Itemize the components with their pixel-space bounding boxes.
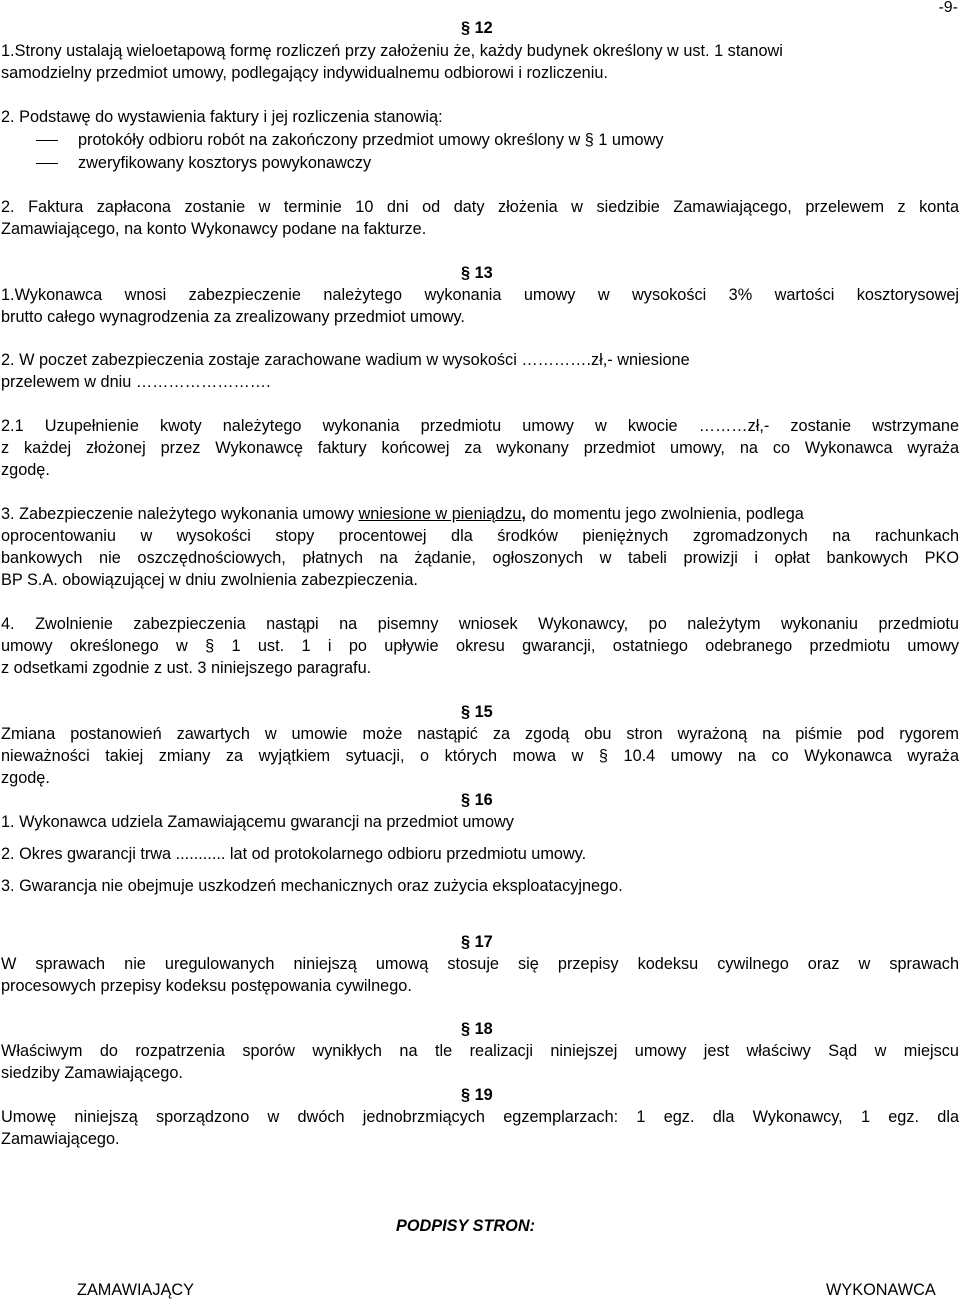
- signature-zamawiajacy: ZAMAWIAJĄCY: [77, 1281, 194, 1299]
- s13-p3-line1-end: do momentu jego zwolnienia, podlega: [525, 505, 804, 523]
- s19-line1: Umowę niniejszą sporządzono w dwóch jednobrzmiących egzemplarzach: 1 egz. dla Wykonawcy, 1 egz. dla: [1, 1108, 959, 1126]
- section-13-heading: § 13: [461, 264, 493, 282]
- section-18-heading: § 18: [461, 1020, 493, 1038]
- s13-p21-line2: z każdej złożonej przez Wykonawcę faktury końcowej za wykonany przedmiot umowy, na co Wykonawca wyraża: [1, 439, 959, 457]
- s16-line1: 1. Wykonawca udziela Zamawiającemu gwarancji na przedmiot umowy: [1, 813, 514, 831]
- s13-p3-comma: ,: [521, 505, 526, 523]
- signatures-title: PODPISY STRON:: [396, 1217, 536, 1235]
- s13-p3-line1: [1, 504, 804, 526]
- s13-p3-underlined: wniesione w pieniądzu: [358, 505, 522, 523]
- section-16-heading: § 16: [461, 791, 493, 809]
- s13-p21-line3: zgodę.: [1, 461, 50, 479]
- s19-line2: Zamawiającego.: [1, 1130, 120, 1148]
- page-number: -9-: [938, 0, 958, 16]
- section-12-heading: § 12: [461, 19, 493, 37]
- s13-p1-line2: brutto całego wynagrodzenia za zrealizowany przedmiot umowy.: [1, 308, 465, 326]
- s18-line1: Właściwym do rozpatrzenia sporów wynikłych na tle realizacji niniejszej umowy jest właściwy Sąd w miejscu: [1, 1042, 959, 1060]
- bullet-dash-2: [36, 163, 58, 164]
- s12-p1-line1: 1.Strony ustalają wieloetapową formę rozliczeń przy założeniu że, każdy budynek określony w ust. 1 stanowi: [1, 42, 783, 60]
- s15-line1: Zmiana postanowień zawartych w umowie może nastąpić za zgodą obu stron wyrażoną na piśmie pod rygorem: [1, 725, 959, 743]
- s15-line2: nieważności takiej zmiany za wyjątkiem sytuacji, o których mowa w § 10.4 umowy na co Wykonawca wyraża: [1, 747, 959, 765]
- s16-line3: 3. Gwarancja nie obejmuje uszkodzeń mechanicznych oraz zużycia eksploatacyjnego.: [1, 877, 623, 895]
- s13-p2-line1: 2. W poczet zabezpieczenia zostaje zarachowane wadium w wysokości ………….zł,- wniesione: [1, 351, 690, 369]
- s13-p3-line3: bankowych nie oszczędnościowych, płatnych na żądanie, ogłoszonych w tabeli prowizji i opłat bankowych PKO: [1, 549, 959, 567]
- s13-p21-line1: 2.1 Uzupełnienie kwoty należytego wykonania przedmiotu umowy w kwocie ………zł,- zostanie wstrzymane: [1, 417, 959, 435]
- s13-p3-line4: BP S.A. obowiązującej w dniu zwolnienia zabezpieczenia.: [1, 571, 418, 589]
- s12-bullet-1: protokóły odbioru robót na zakończony przedmiot umowy określony w § 1 umowy: [78, 131, 664, 149]
- s13-p2-line2: przelewem w dniu …………………….: [1, 373, 271, 391]
- s13-p4-line1: 4. Zwolnienie zabezpieczenia nastąpi na pisemny wniosek Wykonawcy, po należytym wykonaniu przedmiotu: [1, 615, 959, 633]
- s15-line3: zgodę.: [1, 769, 50, 787]
- s13-p3-line2: oprocentowaniu w wysokości stopy procentowej dla środków pieniężnych zgromadzonych na rachunkach: [1, 527, 959, 545]
- section-17-heading: § 17: [461, 933, 493, 951]
- section-15-heading: § 15: [461, 703, 493, 721]
- s12-p3-line1: 2. Faktura zapłacona zostanie w terminie 10 dni od daty złożenia w siedzibie Zamawiającego, przelewem z konta: [1, 198, 959, 216]
- bullet-dash-1: [36, 140, 58, 141]
- signature-wykonawca: WYKONAWCA: [826, 1281, 936, 1299]
- s12-p2-intro: 2. Podstawę do wystawienia faktury i jej rozliczenia stanowią:: [1, 108, 443, 126]
- s12-bullet-2: zweryfikowany kosztorys powykonawczy: [78, 154, 372, 172]
- s18-line2: siedziby Zamawiającego.: [1, 1064, 183, 1082]
- s17-line1: W sprawach nie uregulowanych niniejszą umową stosuje się przepisy kodeksu cywilnego oraz w sprawach: [1, 955, 959, 973]
- s13-p4-line2: umowy określonego w § 1 ust. 1 i po upływie okresu gwarancji, ostatniego odebranego przedmiotu umowy: [1, 637, 959, 655]
- s13-p4-line3: z odsetkami zgodnie z ust. 3 niniejszego paragrafu.: [1, 659, 372, 677]
- s13-p3-line1-start: 3. Zabezpieczenie należytego wykonania umowy: [1, 505, 359, 523]
- s13-p1-line1: 1.Wykonawca wnosi zabezpieczenie należytego wykonania umowy w wysokości 3% wartości kosztorysowej: [1, 286, 959, 304]
- s12-p1-line2: samodzielny przedmiot umowy, podlegający indywidualnemu odbiorowi i rozliczeniu.: [1, 64, 608, 82]
- s17-line2: procesowych przepisy kodeksu postępowania cywilnego.: [1, 977, 412, 995]
- s12-p3-line2: Zamawiającego, na konto Wykonawcy podane na fakturze.: [1, 220, 427, 238]
- s16-line2: 2. Okres gwarancji trwa ........... lat od protokolarnego odbioru przedmiotu umowy.: [1, 845, 587, 863]
- section-19-heading: § 19: [461, 1086, 493, 1104]
